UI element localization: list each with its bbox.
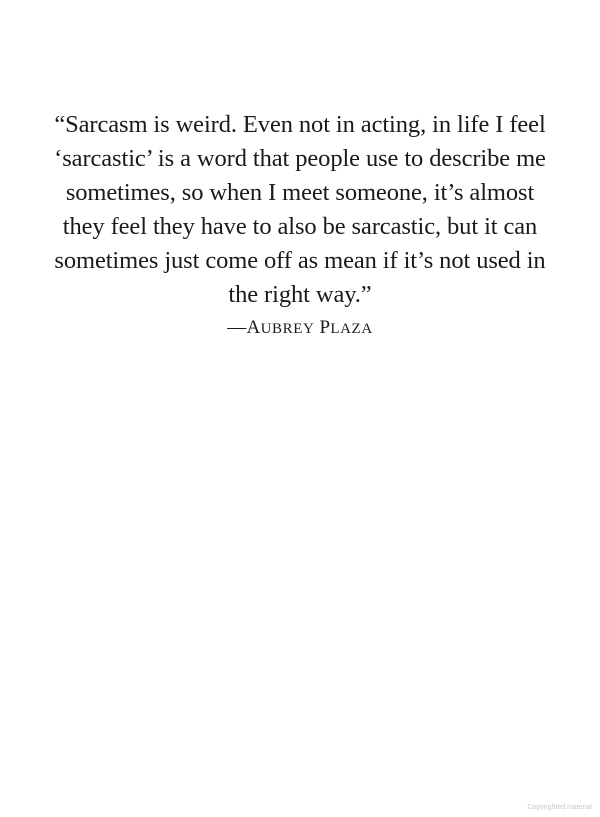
attribution-first-name-rest: UBREY [260, 321, 315, 337]
quote-block [30, 108, 570, 343]
quote-line: sometimes just come off as mean if it’s not used in [54, 247, 546, 274]
attribution-last-name-rest: LAZA [330, 321, 373, 337]
copyright-notice: Copyrighted material [527, 804, 592, 811]
attribution-last-initial: P [319, 317, 331, 338]
quote-line: the right way.” [228, 281, 372, 308]
quote-line: they feel they have to also be sarcastic, but it can [62, 213, 538, 240]
quote-line: ‘sarcastic’ is a word that people use to describe me [54, 145, 546, 172]
quote-attribution [30, 314, 570, 343]
quote-line: sometimes, so when I meet someone, it’s almost [65, 179, 535, 206]
attribution-first-initial: A [246, 317, 261, 338]
quote-line: “Sarcasm is weird. Even not in acting, in life I feel [54, 111, 546, 138]
attribution-dash: — [227, 317, 247, 338]
